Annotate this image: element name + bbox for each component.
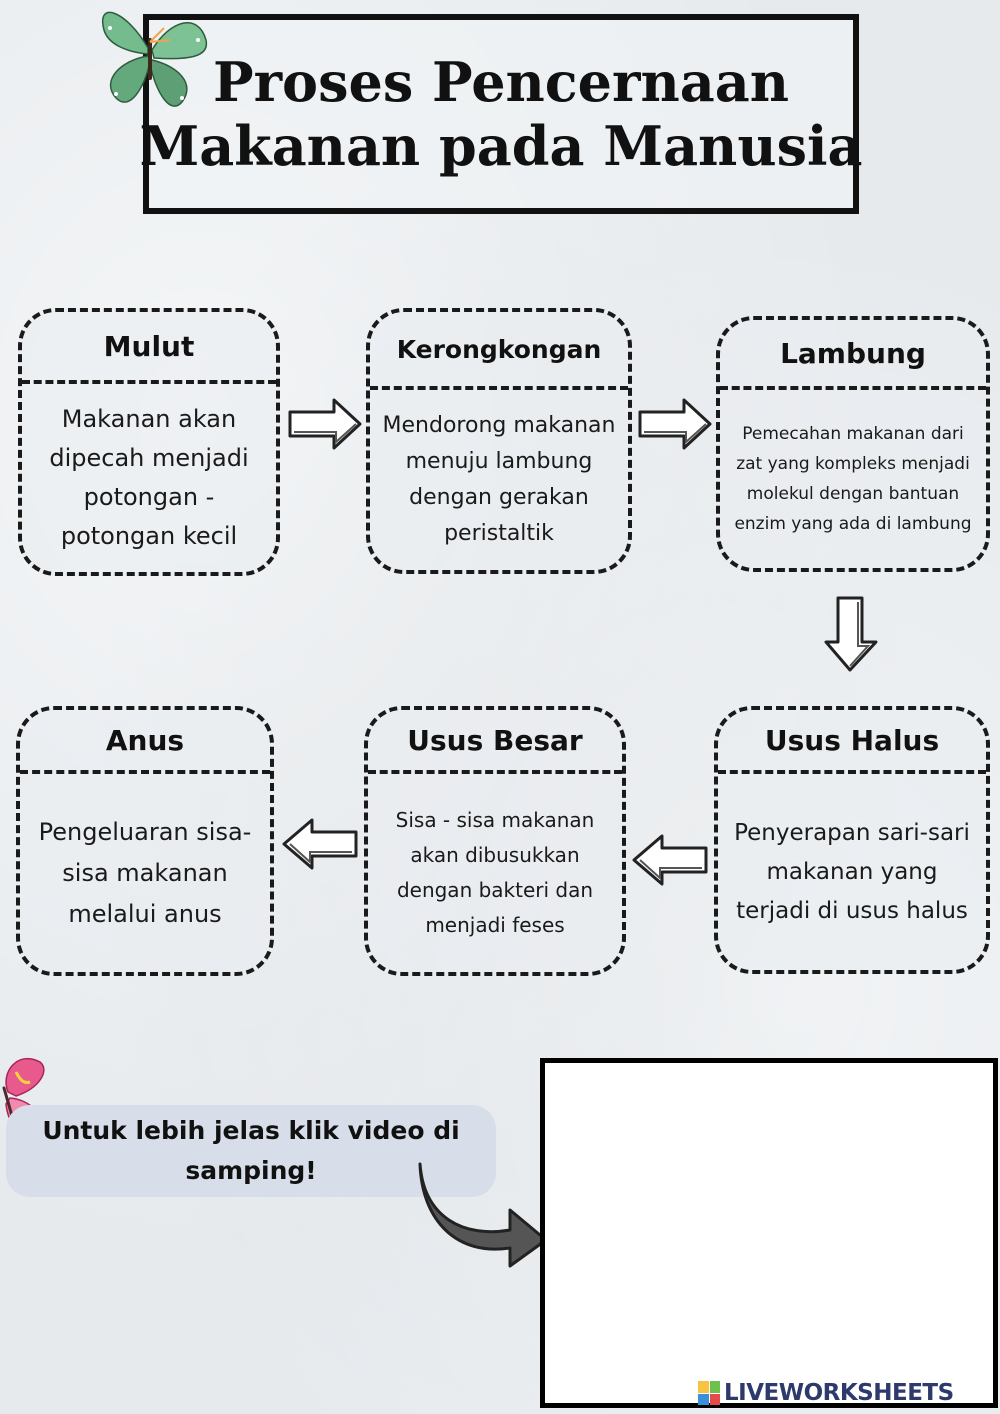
step-description: Pemecahan makanan dari zat yang kompleks menjadi molekul dengan bantuan enzim yang ada di lambung <box>734 424 972 534</box>
step-title: Kerongkongan <box>370 312 628 390</box>
title-line-1: Proses Pencernaan <box>213 50 789 114</box>
title-line-2: Makanan pada Manusia <box>139 114 863 178</box>
step-card-lambung <box>716 316 990 572</box>
curved-arrow-icon <box>414 1158 554 1268</box>
step-description: Pengeluaran sisa-sisa makanan melalui anus <box>38 817 252 928</box>
step-card-anus <box>16 706 274 976</box>
step-title: Anus <box>20 710 270 774</box>
step-card-kerongkongan <box>366 308 632 574</box>
title-box <box>139 14 863 214</box>
step-title: Lambung <box>720 320 986 390</box>
arrow-right-icon <box>288 396 364 452</box>
butterfly-green-icon <box>86 0 216 118</box>
step-title: Mulut <box>22 312 276 384</box>
step-card-usus-halus <box>714 706 990 974</box>
step-description: Penyerapan sari-sari makanan yang terjadi di usus halus <box>734 819 970 924</box>
step-card-usus-besar <box>364 706 626 976</box>
arrow-left-icon <box>630 834 708 888</box>
video-placeholder[interactable] <box>540 1058 998 1408</box>
watermark-text: LIVEWORKSHEETS <box>724 1380 954 1406</box>
step-title: Usus Besar <box>368 710 622 774</box>
step-description: Mendorong makanan menuju lambung dengan gerakan peristaltik <box>382 413 616 546</box>
step-description: Makanan akan dipecah menjadi potongan - potongan kecil <box>49 405 249 550</box>
step-description: Sisa - sisa makanan akan dibusukkan dengan bakteri dan menjadi feses <box>395 808 595 937</box>
arrow-right-icon <box>638 396 714 452</box>
liveworksheets-watermark <box>698 1378 954 1408</box>
liveworksheets-logo-icon <box>698 1381 720 1405</box>
video-note: Untuk lebih jelas klik video di samping! <box>6 1105 496 1197</box>
arrow-left-icon <box>280 818 358 872</box>
step-title: Usus Halus <box>718 710 986 774</box>
arrow-down-icon <box>822 596 880 674</box>
step-card-mulut <box>18 308 280 576</box>
